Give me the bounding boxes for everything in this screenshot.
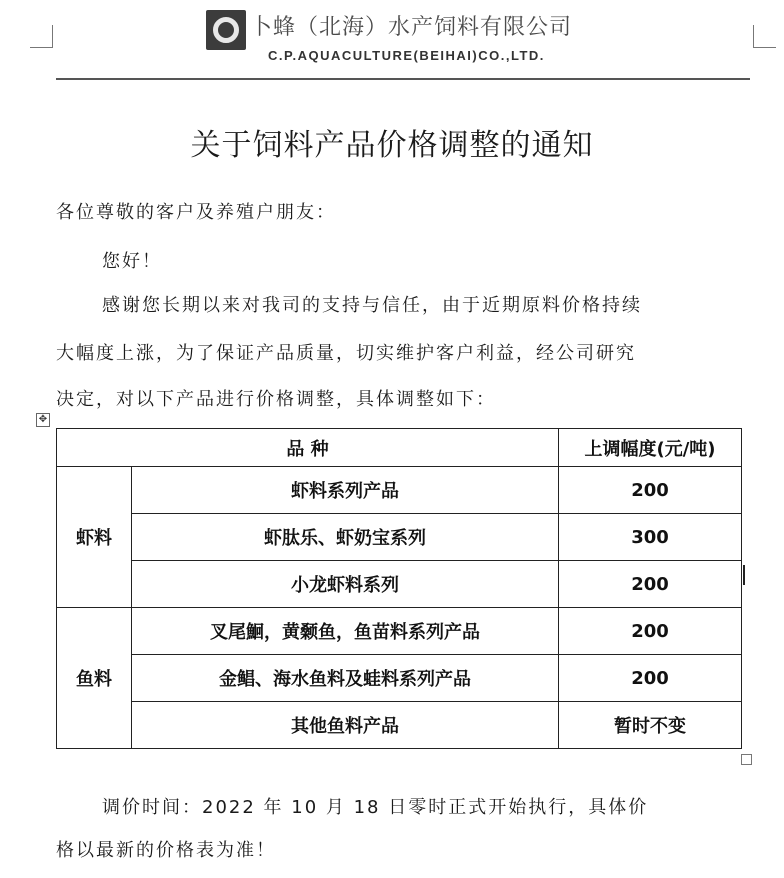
table-row (57, 655, 742, 702)
body-line: 决定，对以下产品进行价格调整，具体调整如下： (56, 389, 496, 410)
increase-cell: 200 (559, 561, 742, 608)
header-variety: 品 种 (57, 429, 559, 467)
product-cell: 叉尾鮰，黄颡鱼，鱼苗料系列产品 (132, 608, 559, 655)
page-corner-mark-top-left (30, 25, 53, 48)
table-row (57, 702, 742, 749)
greeting: 各位尊敬的客户及养殖户朋友： (56, 202, 336, 223)
footer-line: 调价时间：2022 年 10 月 18 日零时正式开始执行，具体价 (102, 797, 649, 818)
company-name-cn: 卜蜂（北海）水产饲料有限公司 (250, 15, 573, 40)
price-adjustment-table (56, 428, 742, 749)
header-divider (56, 78, 750, 80)
page-corner-mark-top-right (753, 25, 776, 48)
category-cell: 虾料 (57, 467, 132, 608)
product-cell: 虾肽乐、虾奶宝系列 (132, 514, 559, 561)
product-cell: 其他鱼料产品 (132, 702, 559, 749)
product-cell: 金鲳、海水鱼料及蛙料系列产品 (132, 655, 559, 702)
body-line: 感谢您长期以来对我司的支持与信任，由于近期原料价格持续 (102, 295, 642, 316)
document-title: 关于饲料产品价格调整的通知 (190, 128, 594, 163)
increase-cell: 300 (559, 514, 742, 561)
table-row (57, 561, 742, 608)
table-row (57, 514, 742, 561)
table-row (57, 467, 742, 514)
table-header-row (57, 429, 742, 467)
category-cell: 鱼料 (57, 608, 132, 749)
text-cursor (743, 565, 745, 585)
product-cell: 虾料系列产品 (132, 467, 559, 514)
header-increase: 上调幅度(元/吨) (559, 429, 742, 467)
increase-cell: 暂时不变 (559, 702, 742, 749)
table-resize-handle[interactable] (741, 754, 752, 765)
increase-cell: 200 (559, 467, 742, 514)
increase-cell: 200 (559, 655, 742, 702)
product-cell: 小龙虾料系列 (132, 561, 559, 608)
salutation: 您好！ (102, 251, 162, 272)
company-logo (206, 10, 246, 50)
increase-cell: 200 (559, 608, 742, 655)
table-move-handle-icon[interactable]: ✥ (36, 413, 50, 427)
company-name-en: C.P.AQUACULTURE(BEIHAI)CO.,LTD. (268, 48, 545, 63)
body-line: 大幅度上涨，为了保证产品质量，切实维护客户利益，经公司研究 (56, 343, 636, 364)
table-row (57, 608, 742, 655)
footer-line: 格以最新的价格表为准！ (56, 840, 276, 861)
